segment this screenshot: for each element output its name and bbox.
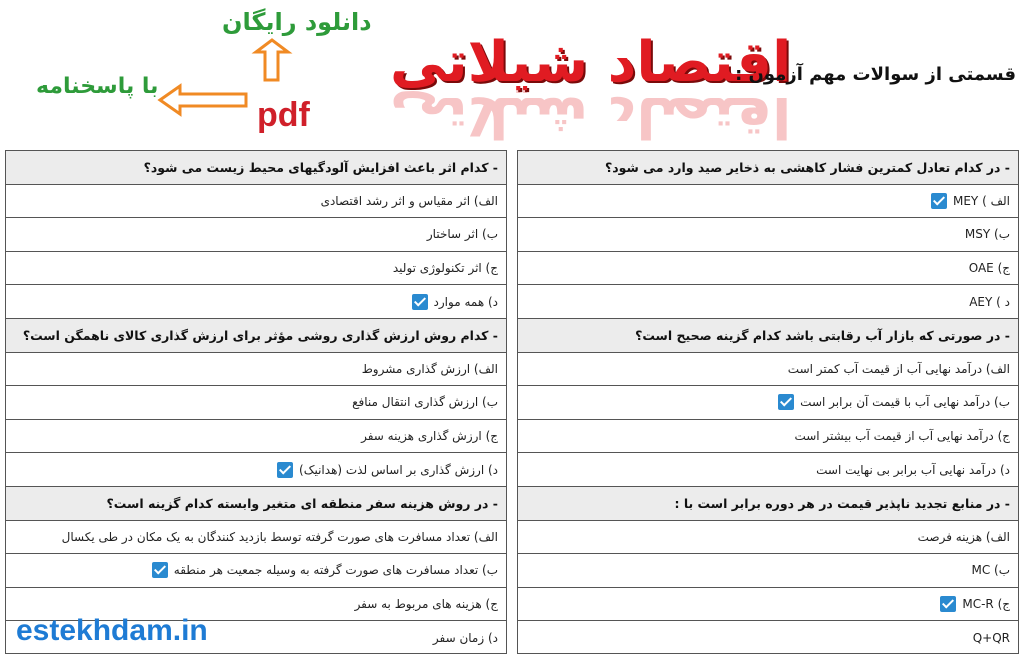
right-question-column [517, 150, 1019, 654]
checkmark-icon [277, 462, 293, 478]
option-text: الف) ارزش گذاری مشروط [361, 361, 498, 376]
left-arrow-icon [160, 86, 246, 114]
option-row [518, 554, 1018, 588]
question-text: - در روش هزینه سفر منطقه ای متغیر وابسته کدام گزینه است؟ [106, 495, 498, 511]
question-row [518, 151, 1018, 185]
option-text: الف) هزینه فرصت [917, 529, 1010, 544]
option-text: ج) اثر تکنولوژی تولید [392, 261, 498, 276]
up-arrow-icon [256, 40, 288, 80]
option-row [6, 554, 506, 588]
option-row [518, 185, 1018, 219]
question-text: - در کدام تعادل کمترین فشار کاهشی به ذخایر صید وارد می شود؟ [604, 159, 1010, 175]
question-row [518, 487, 1018, 521]
option-text: د) زمان سفر [432, 631, 498, 646]
option-row [518, 218, 1018, 252]
option-text: ب) ارزش گذاری انتقال منافع [352, 395, 498, 410]
checkmark-icon [152, 562, 168, 578]
question-text: - در صورتی که بازار آب رقابتی باشد کدام گزینه صحیح است؟ [635, 327, 1010, 343]
site-watermark: estekhdam.in [16, 614, 208, 647]
checkmark-icon [778, 394, 794, 410]
option-row [6, 453, 506, 487]
brand-reflection: اقتصاد شیلاتی [390, 84, 792, 149]
option-text: الف) تعداد مسافرت های صورت گرفته توسط بازدید کنندگان به یک مکان در طی یکسال [61, 529, 498, 544]
option-row [518, 621, 1018, 655]
option-text: الف) درآمد نهایی آب از قیمت آب کمتر است [787, 361, 1010, 376]
option-text: ج) OAE [968, 261, 1010, 276]
header [0, 0, 1024, 150]
option-row [6, 252, 506, 286]
question-row [6, 151, 506, 185]
option-row [518, 285, 1018, 319]
option-row [518, 353, 1018, 387]
option-text: Q+QR [972, 631, 1010, 646]
option-text: د ) AEY [969, 294, 1010, 309]
option-row [518, 521, 1018, 555]
option-text: ج) هزینه های مربوط به سفر [354, 597, 498, 612]
option-text: ج) ارزش گذاری هزینه سفر [361, 429, 498, 444]
option-row [6, 386, 506, 420]
option-row [6, 521, 506, 555]
option-text: ب) MC [971, 563, 1010, 578]
option-row [6, 285, 506, 319]
option-text: الف ) MEY [953, 193, 1010, 208]
option-row [6, 185, 506, 219]
question-text: - در منابع تجدید ناپذیر قیمت در هر دوره برابر است با : [674, 495, 1010, 511]
option-row [6, 420, 506, 454]
question-row [518, 319, 1018, 353]
pdf-label: pdf [257, 96, 310, 134]
page-subtitle: قسمتی از سوالات مهم آزمون : [735, 64, 1016, 85]
question-text: - کدام روش ارزش گذاری روشی مؤثر برای ارزش گذاری کالای ناهمگن است؟ [22, 327, 498, 343]
question-row [6, 487, 506, 521]
option-row [518, 588, 1018, 622]
question-text: - کدام اثر باعث افزایش آلودگیهای محیط زیست می شود؟ [143, 159, 498, 175]
option-text: الف) اثر مقیاس و اثر رشد اقتصادی [320, 193, 498, 208]
option-text: د) ارزش گذاری بر اساس لذت (هدانیک) [299, 462, 498, 477]
checkmark-icon [412, 294, 428, 310]
question-row [6, 319, 506, 353]
free-download-label: دانلود رایگان [222, 8, 372, 36]
option-row [6, 218, 506, 252]
checkmark-icon [940, 596, 956, 612]
option-text: د) همه موارد [433, 294, 498, 309]
option-row [518, 453, 1018, 487]
option-text: د) درآمد نهایی آب برابر بی نهایت است [816, 462, 1010, 477]
option-row [518, 252, 1018, 286]
option-text: ب) MSY [964, 227, 1010, 242]
option-text: ج) MC-R [962, 597, 1010, 612]
left-question-column [5, 150, 507, 654]
checkmark-icon [931, 193, 947, 209]
option-text: ج) درآمد نهایی آب از قیمت آب بیشتر است [794, 429, 1010, 444]
option-text: ب) تعداد مسافرت های صورت گرفته به وسیله جمعیت هر منطقه [173, 563, 498, 578]
with-answers-label: با پاسخنامه [36, 74, 159, 99]
option-text: ب) اثر ساختار [426, 227, 498, 242]
option-row [518, 420, 1018, 454]
brand-title: اقتصاد شیلاتی [390, 30, 792, 95]
option-row [6, 353, 506, 387]
option-text: ب) درآمد نهایی آب با قیمت آن برابر است [800, 395, 1010, 410]
option-row [518, 386, 1018, 420]
